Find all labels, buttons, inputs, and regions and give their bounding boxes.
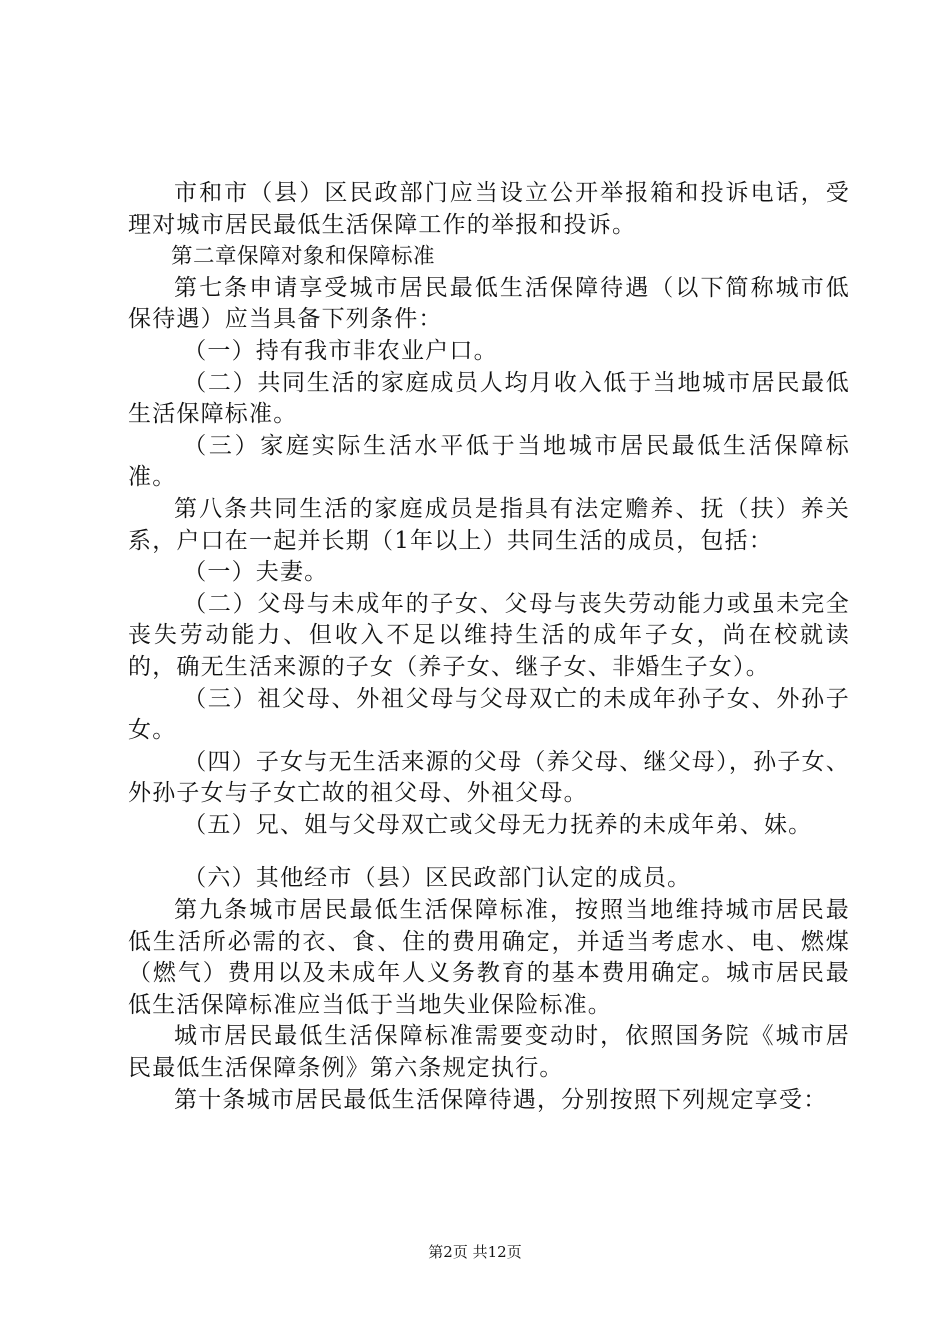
article-9-change: 城市居民最低生活保障标准需要变动时，依照国务院《城市居民最低生活保障条例》第六条规定执行。 [128,1023,850,1082]
article-8: 第八条共同生活的家庭成员是指具有法定赡养、抚（扶）养关系，户口在一起并长期（1年以上）共同生活的成员，包括： [128,495,850,554]
article-8-item-1: （一）夫妻。 [183,559,329,586]
paragraph-reporting: 市和市（县）区民政部门应当设立公开举报箱和投诉电话，受理对城市居民最低生活保障工作的举报和投诉。 [128,180,850,238]
page-number: 第2页 共12页 [428,1243,522,1261]
article-8-item-4: （四）子女与无生活来源的父母（养父母、继父母），孙子女、外孙子女与子女亡故的祖父母、外祖父母。 [128,748,850,807]
article-7-item-2: （二）共同生活的家庭成员人均月收入低于当地城市居民最低生活保障标准。 [128,369,850,428]
article-8-item-2: （二）父母与未成年的子女、父母与丧失劳动能力或虽未完全丧失劳动能力、但收入不足以维持生活的成年子女，尚在校就读的，确无生活来源的子女（养子女、继子女、非婚生子女）。 [128,590,850,680]
article-8-item-6: （六）其他经市（县）区民政部门认定的成员。 [183,865,692,892]
document-body [128,178,850,1116]
article-7: 第七条申请享受城市居民最低生活保障待遇（以下简称城市低保待遇）应当具备下列条件： [128,274,850,333]
article-8-item-5: （五）兄、姐与父母双亡或父母无力抚养的未成年弟、妹。 [183,811,813,838]
article-9: 第九条城市居民最低生活保障标准，按照当地维持城市居民最低生活所必需的衣、食、住的费用确定，并适当考虑水、电、燃煤（燃气）费用以及未成年人义务教育的基本费用确定。城市居民最低生活保障标准应当低于当地失业保险标准。 [128,897,850,1018]
article-8-item-3: （三）祖父母、外祖父母与父母双亡的未成年孙子女、外孙子女。 [128,685,850,744]
article-7-item-1: （一）持有我市非农业户口。 [183,337,498,364]
article-10: 第十条城市居民最低生活保障待遇，分别按照下列规定享受： [174,1086,828,1113]
chapter-heading: 第二章保障对象和保障标准 [171,244,436,270]
page-footer [0,1241,950,1262]
article-7-item-3: （三）家庭实际生活水平低于当地城市居民最低生活保障标准。 [128,432,850,491]
